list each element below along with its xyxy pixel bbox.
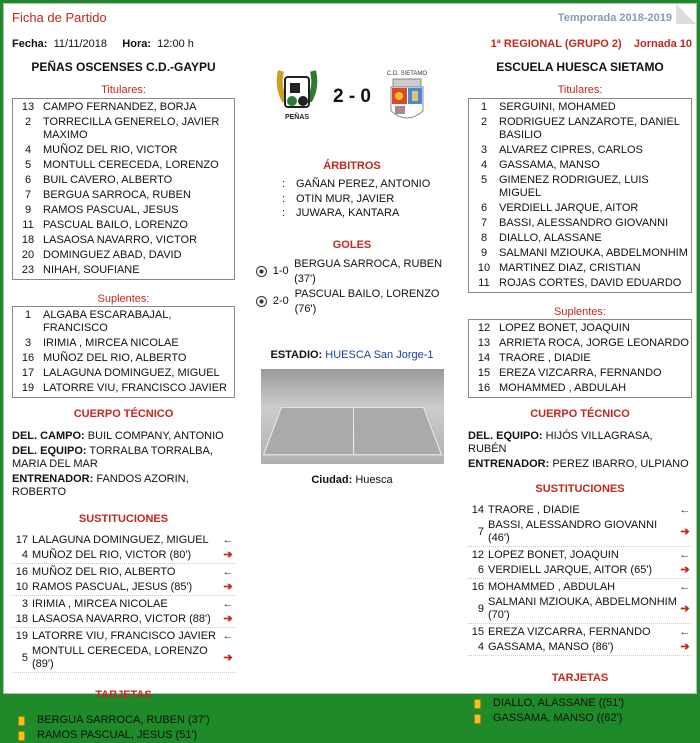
player-name: MUÑOZ DEL RIO, VICTOR: [43, 144, 178, 156]
home-team-logo: [275, 67, 319, 127]
goal-row: [242, 257, 462, 287]
staff-name: PEREZ IBARRO, ULPIANO: [552, 458, 689, 470]
staff-row: [12, 430, 235, 443]
score: 2 - 0: [332, 86, 372, 107]
arrow-left-icon: ←: [222, 566, 234, 578]
player-number: 6: [24, 174, 32, 186]
substitution-row: [468, 503, 692, 518]
sub-name: EREZA VIZCARRA, FERNANDO: [488, 626, 651, 638]
fecha-value: 11/11/2018: [53, 38, 108, 50]
home-team-name: PEÑAS OSCENSES C.D.-GAYPU: [31, 60, 216, 74]
player-row[interactable]: [469, 276, 691, 291]
player-name: GASSAMA, MANSO: [499, 159, 600, 171]
player-row[interactable]: [13, 366, 234, 381]
player-name: NIHAH, SOUFIANE: [43, 264, 140, 276]
competition-label: 1ª REGIONAL (GRUPO 2): [490, 38, 622, 50]
referee-name: GAÑAN PEREZ, ANTONIO: [296, 178, 431, 190]
substitution-row: [468, 548, 692, 563]
arrow-right-icon: ➔: [223, 613, 233, 625]
ball-icon: [256, 266, 267, 277]
card-player: BERGUA SARROCA, RUBEN (37'): [37, 714, 210, 726]
scoreboard: [242, 62, 462, 132]
cards-heading: TARJETAS: [551, 672, 609, 684]
subs-heading: SUSTITUCIONES: [535, 483, 625, 495]
sub-name: BASSI, ALESSANDRO GIOVANNI (46'): [488, 519, 658, 544]
player-number: 15: [477, 367, 491, 379]
player-row[interactable]: [469, 321, 691, 336]
referee-row: [242, 206, 462, 221]
player-name: PASCUAL BAILO, LORENZO: [43, 219, 188, 231]
match-sheet: [3, 3, 697, 741]
suplentes-heading: Suplentes:: [554, 306, 606, 318]
staff-role: DEL. EQUIPO:: [12, 445, 87, 457]
staff-role: DEL. CAMPO:: [12, 430, 85, 442]
player-row[interactable]: [469, 231, 691, 246]
sub-number: 5: [21, 651, 28, 664]
card-row: [18, 713, 235, 728]
player-number: 9: [24, 204, 32, 216]
svg-text:PEÑAS: PEÑAS: [284, 114, 310, 121]
player-name: TRAORE , DIADIE: [499, 352, 591, 364]
substitution-row: [12, 580, 235, 596]
player-row[interactable]: [469, 246, 691, 261]
substitution-row: [12, 644, 235, 673]
page-fold-icon: [676, 4, 696, 24]
staff-row: [12, 445, 235, 471]
staff-row: [468, 430, 692, 456]
staff-name: FANDOS AZORIN, ROBERTO: [12, 473, 189, 498]
player-name: DIALLO, ALASSANE: [499, 232, 602, 244]
sub-number: 12: [471, 549, 484, 561]
player-number: 23: [21, 264, 35, 276]
player-row[interactable]: [469, 261, 691, 276]
suplentes-heading: Suplentes:: [97, 293, 150, 305]
player-name: RODRIGUEZ LANZAROTE, DANIEL BASILIO: [499, 116, 680, 141]
goal-row: [242, 287, 462, 317]
player-row[interactable]: [13, 381, 234, 396]
player-number: 17: [21, 367, 35, 379]
sub-name: VERDIELL JARQUE, AITOR (65'): [488, 564, 653, 576]
titulares-heading: Titulares:: [557, 84, 603, 96]
sub-name: LATORRE VIU, FRANCISCO JAVIER: [32, 630, 216, 642]
away-team-name: ESCUELA HUESCA SIETAMO: [496, 60, 664, 74]
stadium-link[interactable]: HUESCA San Jorge-1: [325, 348, 434, 361]
sub-name: RAMOS PASCUAL, JESUS (85'): [32, 581, 193, 593]
player-number: 2: [24, 116, 32, 128]
player-name: SALMANI MZIOUKA, ABDELMONHIM: [499, 247, 688, 259]
yellow-card-icon: [18, 716, 25, 726]
player-row[interactable]: [13, 248, 234, 263]
substitution-row: [468, 518, 692, 547]
arrow-right-icon: ➔: [223, 651, 233, 664]
player-number: 8: [480, 232, 488, 244]
sub-name: IRIMIA , MIRCEA NICOLAE: [32, 598, 168, 610]
sub-number: 9: [477, 602, 484, 615]
svg-text:C.D. SIETAMO: C.D. SIETAMO: [386, 71, 428, 77]
player-row[interactable]: [469, 173, 691, 201]
arrow-left-icon: ←: [679, 504, 691, 516]
player-number: 11: [478, 277, 490, 289]
sub-number: 19: [15, 630, 28, 642]
card-player: DIALLO, ALASSANE ((51'): [493, 697, 625, 709]
arrow-left-icon: ←: [679, 549, 691, 561]
substitution-row: [468, 625, 692, 640]
arrow-right-icon: ➔: [223, 549, 233, 561]
player-row[interactable]: [13, 336, 234, 351]
yellow-card-icon: [474, 714, 481, 724]
player-number: 18: [21, 234, 35, 246]
sub-name: MOHAMMED , ABDULAH: [488, 581, 616, 593]
titulares-heading: Titulares:: [101, 84, 146, 96]
arrow-left-icon: ←: [222, 534, 234, 546]
player-number: 2: [480, 116, 488, 128]
sub-name: LASAOSA NAVARRO, VICTOR (88'): [32, 613, 211, 625]
card-player: GASSAMA, MANSO ((62'): [493, 712, 623, 724]
hora-value: 12:00 h: [157, 38, 194, 50]
referee-row: [242, 192, 462, 207]
substitution-row: [12, 565, 235, 580]
card-row: [474, 711, 692, 726]
goal-score: 2-0: [272, 295, 289, 307]
city-value: Huesca: [355, 473, 393, 486]
goal-score: 1-0: [272, 265, 289, 277]
player-name: MUÑOZ DEL RIO, ALBERTO: [43, 352, 187, 364]
away-team-logo: [385, 67, 429, 127]
player-number: 12: [477, 322, 491, 334]
card-row: [474, 696, 692, 711]
player-row[interactable]: [13, 173, 234, 188]
sub-number: 18: [15, 613, 28, 625]
player-number: 5: [480, 174, 488, 186]
card-row: [18, 728, 235, 743]
player-row[interactable]: [13, 143, 234, 158]
player-name: ALGABA ESCARABAJAL, FRANCISCO: [43, 309, 172, 334]
player-name: VERDIELL JARQUE, AITOR: [499, 202, 639, 214]
player-name: RAMOS PASCUAL, JESUS: [43, 204, 179, 216]
player-name: BERGUA SARROCA, RUBEN: [43, 189, 191, 201]
center-column: [242, 38, 462, 486]
player-row[interactable]: [13, 351, 234, 366]
player-name: SERGUINI, MOHAMED: [499, 101, 616, 113]
home-column: [12, 38, 235, 743]
player-name: LATORRE VIU, FRANCISCO JAVIER: [43, 382, 227, 394]
player-name: ALVAREZ CIPRES, CARLOS: [499, 144, 643, 156]
player-row[interactable]: [469, 100, 691, 115]
substitution-row: [12, 533, 235, 548]
ciudad-label: Ciudad:: [311, 473, 353, 486]
player-row[interactable]: [13, 158, 234, 173]
card-player: RAMOS PASCUAL, JESUS (51'): [37, 729, 198, 741]
arrow-right-icon: ➔: [680, 564, 690, 576]
player-number: 16: [477, 382, 491, 394]
yellow-card-icon: [474, 699, 481, 709]
player-number: 19: [21, 382, 35, 394]
sub-name: LALAGUNA DOMINGUEZ, MIGUEL: [32, 534, 209, 546]
separator: :: [282, 207, 286, 219]
stadium-info: [242, 349, 462, 361]
staff-name: BUIL COMPANY, ANTONIO: [87, 430, 224, 442]
goles-heading: GOLES: [332, 238, 372, 251]
player-number: 7: [480, 217, 488, 229]
sub-name: SALMANI MZIOUKA, ABDELMONHIM (70'): [488, 596, 677, 621]
player-row[interactable]: [469, 351, 691, 366]
page-title: Ficha de Partido: [12, 10, 107, 25]
sub-number: 15: [471, 626, 484, 638]
arrow-right-icon: ➔: [680, 641, 690, 653]
player-name: BASSI, ALESSANDRO GIOVANNI: [499, 217, 669, 229]
yellow-card-icon: [18, 731, 25, 741]
player-number: 6: [480, 202, 488, 214]
player-number: 5: [24, 159, 32, 171]
arrow-left-icon: ←: [222, 598, 234, 610]
player-number: 3: [24, 337, 32, 349]
sub-number: 16: [471, 581, 484, 593]
player-number: 14: [477, 352, 491, 364]
arbitros-heading: ÁRBITROS: [323, 160, 381, 172]
substitution-row: [12, 548, 235, 564]
sub-number: 3: [21, 598, 28, 610]
sub-number: 14: [471, 504, 484, 516]
player-row[interactable]: [13, 188, 234, 203]
staff-row: [468, 458, 692, 471]
substitution-row: [12, 629, 235, 644]
titulares-list: [12, 98, 235, 280]
sub-number: 4: [21, 549, 28, 561]
player-row[interactable]: [469, 143, 691, 158]
player-number: 7: [24, 189, 32, 201]
arrow-left-icon: ←: [222, 630, 234, 642]
titulares-list: [468, 98, 692, 293]
player-number: 16: [21, 352, 35, 364]
player-name: ARRIETA ROCA, JORGE LEONARDO: [499, 337, 689, 349]
subs-heading: SUSTITUCIONES: [78, 513, 169, 525]
arrow-left-icon: ←: [679, 581, 691, 593]
staff-role: ENTRENADOR:: [12, 473, 94, 485]
goal-scorer: BERGUA SARROCA, RUBEN (37'): [294, 257, 443, 285]
sub-name: GASSAMA, MANSO (86'): [488, 641, 614, 653]
season-label: Temporada 2018-2019: [557, 12, 672, 24]
stadium-image: [261, 369, 444, 464]
player-name: LALAGUNA DOMINGUEZ, MIGUEL: [43, 367, 220, 379]
player-number: 1: [24, 309, 32, 321]
player-row[interactable]: [469, 115, 691, 143]
separator: :: [282, 178, 286, 190]
staff-heading: CUERPO TÉCNICO: [73, 408, 174, 420]
substitution-row: [12, 597, 235, 612]
player-name: EREZA VIZCARRA, FERNANDO: [499, 367, 662, 379]
player-name: IRIMIA , MIRCEA NICOLAE: [43, 337, 179, 349]
player-number: 11: [22, 219, 34, 231]
player-number: 20: [21, 249, 35, 261]
player-name: MARTINEZ DIAZ, CRISTIAN: [499, 262, 641, 274]
competition-info: [468, 38, 692, 54]
player-row[interactable]: [13, 233, 234, 248]
player-name: LOPEZ BONET, JOAQUIN: [499, 322, 630, 334]
player-row[interactable]: [469, 201, 691, 216]
sub-name: TRAORE , DIADIE: [488, 504, 580, 516]
player-row[interactable]: [469, 336, 691, 351]
player-row[interactable]: [469, 381, 691, 396]
player-name: DOMINGUEZ ABAD, DAVID: [43, 249, 182, 261]
player-name: MONTULL CERECEDA, LORENZO: [43, 159, 219, 171]
player-row[interactable]: [13, 218, 234, 233]
city-info: [242, 474, 462, 486]
player-number: 13: [477, 337, 491, 349]
arrow-right-icon: ➔: [223, 581, 233, 593]
player-row[interactable]: [469, 216, 691, 231]
player-name: TORRECILLA GENERELO, JAVIER MAXIMO: [43, 116, 220, 141]
staff-role: ENTRENADOR:: [468, 458, 550, 470]
arrow-right-icon: ➔: [680, 602, 690, 615]
player-row[interactable]: [13, 263, 234, 278]
sub-name: LOPEZ BONET, JOAQUIN: [488, 549, 619, 561]
staff-name: TORRALBA TORRALBA, MARIA DEL MAR: [12, 445, 213, 470]
referee-name: JUWARA, KANTARA: [296, 207, 400, 219]
referee-name: OTIN MUR, JAVIER: [296, 192, 395, 205]
player-number: 13: [21, 101, 35, 113]
player-number: 10: [477, 262, 491, 274]
arrow-left-icon: ←: [679, 626, 691, 638]
player-number: 1: [480, 101, 488, 113]
staff-heading: CUERPO TÉCNICO: [530, 408, 630, 420]
substitution-row: [468, 580, 692, 595]
sub-number: 17: [15, 534, 28, 546]
player-name: CAMPO FERNANDEZ, BORJA: [43, 101, 197, 113]
player-number: 9: [480, 247, 488, 259]
player-name: ROJAS CORTES, DAVID EDUARDO: [499, 277, 682, 289]
fecha-label: Fecha:: [12, 38, 48, 50]
sub-name: MONTULL CERECEDA, LORENZO (89'): [32, 645, 208, 670]
player-name: LASAOSA NAVARRO, VICTOR: [43, 234, 198, 246]
player-name: MOHAMMED , ABDULAH: [499, 382, 627, 394]
staff-row: [12, 473, 235, 499]
substitution-row: [468, 595, 692, 624]
substitution-row: [12, 612, 235, 628]
sub-name: MUÑOZ DEL RIO, ALBERTO: [32, 566, 176, 578]
player-number: 4: [480, 159, 488, 171]
jornada-label: Jornada 10: [633, 38, 692, 50]
staff-role: DEL. EQUIPO:: [468, 430, 543, 442]
player-row[interactable]: [469, 366, 691, 381]
player-row[interactable]: [469, 158, 691, 173]
ball-icon: [256, 296, 267, 307]
sub-number: 4: [477, 641, 484, 653]
player-row[interactable]: [13, 115, 234, 143]
substitution-row: [468, 640, 692, 656]
match-datetime: [12, 38, 235, 54]
sub-number: 16: [15, 566, 28, 578]
goal-scorer: PASCUAL BAILO, LORENZO (76'): [294, 287, 440, 315]
sub-number: 10: [15, 581, 28, 593]
sub-number: 7: [477, 525, 484, 538]
suplentes-list: [468, 319, 692, 398]
player-row[interactable]: [13, 100, 234, 115]
player-number: 3: [480, 144, 488, 156]
arrow-right-icon: ➔: [680, 525, 690, 538]
sub-name: MUÑOZ DEL RIO, VICTOR (80'): [32, 549, 192, 561]
referee-row: [242, 177, 462, 192]
cards-heading: TARJETAS: [95, 689, 152, 701]
suplentes-list: [12, 306, 235, 398]
staff-name: HIJÓS VILLAGRASA, RUBÉN: [468, 430, 653, 455]
player-name: GIMENEZ RODRIGUEZ, LUIS MIGUEL: [499, 174, 649, 199]
substitution-row: [468, 563, 692, 579]
estadio-label: ESTADIO:: [270, 348, 323, 361]
player-number: 4: [24, 144, 32, 156]
away-column: [468, 38, 692, 726]
player-row[interactable]: [13, 203, 234, 218]
sub-number: 6: [477, 564, 484, 576]
separator: :: [282, 192, 286, 205]
hora-label: Hora:: [122, 38, 152, 50]
player-name: BUIL CAVERO, ALBERTO: [43, 174, 173, 186]
player-row[interactable]: [13, 308, 234, 336]
